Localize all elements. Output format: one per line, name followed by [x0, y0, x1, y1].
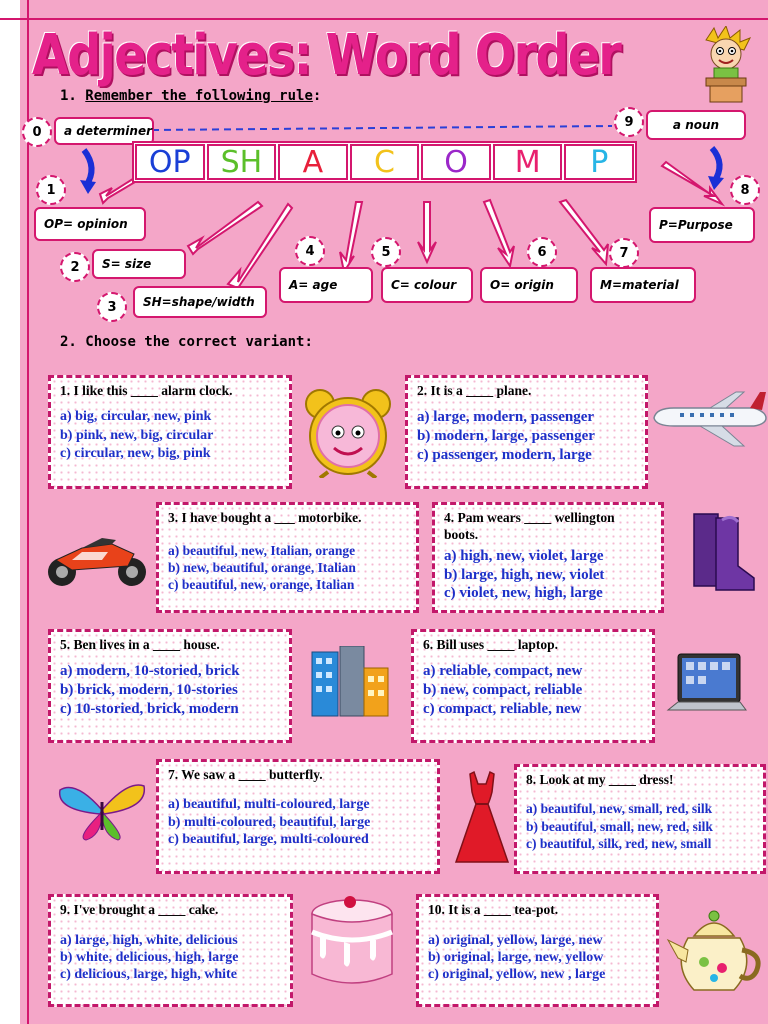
rule-num-5: 5 [371, 237, 401, 267]
mascot-cartoon-icon [696, 26, 756, 104]
question-2-card [405, 375, 648, 489]
question-9-option-a[interactable]: a) large, high, white, delicious [60, 933, 238, 948]
question-7-text: 7. We saw a ____ butterfly. [168, 767, 323, 782]
airplane-icon [650, 388, 768, 448]
acronym-letter-m [493, 144, 563, 180]
acronym-letter-o [421, 144, 491, 180]
question-2-option-b[interactable]: b) modern, large, passenger [417, 428, 595, 444]
question-9-option-b[interactable]: b) white, delicious, high, large [60, 950, 239, 965]
question-8-option-a[interactable]: a) beautiful, new, small, red, silk [526, 801, 713, 816]
question-4-option-c[interactable]: c) violet, new, high, large [444, 585, 603, 601]
question-2-text: 2. It is a ____ plane. [417, 383, 532, 398]
buildings-icon [308, 646, 392, 718]
rule-num-1: 1 [36, 175, 66, 205]
butterfly-icon [56, 780, 148, 842]
label-opinion: OP= opinion [34, 207, 146, 241]
rule-num-0: 0 [22, 117, 52, 147]
question-10-option-b[interactable]: b) original, large, new, yellow [428, 950, 604, 965]
question-10-text: 10. It is a ____ tea-pot. [428, 902, 559, 917]
rule-num-9: 9 [614, 107, 644, 137]
section2-colon: : [304, 334, 313, 350]
question-9-text: 9. I've brought a ____ cake. [60, 902, 219, 917]
laptop-icon [666, 652, 748, 720]
label-shape: SH=shape/width [133, 286, 267, 318]
question-8-text: 8. Look at my ____ dress! [526, 772, 674, 787]
rule-num-6: 6 [527, 237, 557, 267]
alarm-clock-icon [298, 386, 398, 478]
acronym-box [132, 141, 637, 183]
rule-num-2: 2 [60, 252, 90, 282]
section2-number: 2. [60, 334, 77, 350]
question-3-text: 3. I have bought a ___ motorbike. [168, 510, 362, 525]
question-6-text: 6. Bill uses ____ laptop. [423, 637, 559, 652]
label-size: S= size [92, 249, 186, 279]
question-1-option-c[interactable]: c) circular, new, big, pink [60, 446, 211, 461]
label-determiner: a determiner [54, 117, 154, 145]
question-5-option-a[interactable]: a) modern, 10-storied, brick [60, 663, 240, 679]
acronym-c: C [374, 144, 395, 180]
page-title: Adjectives: Word Order [32, 23, 621, 88]
motorbike-icon [42, 530, 152, 590]
section1-colon: : [312, 88, 322, 104]
acronym-o: O [444, 144, 468, 180]
label-noun: a noun [646, 110, 746, 140]
question-5-option-b[interactable]: b) brick, modern, 10-stories [60, 682, 238, 698]
question-3-option-b[interactable]: b) new, beautiful, orange, Italian [168, 560, 356, 575]
section1-text: Remember the following rule [85, 88, 313, 104]
question-1-text: 1. I like this ____ alarm clock. [60, 383, 233, 398]
red-dress-icon [452, 770, 512, 866]
question-3-card [156, 502, 419, 613]
question-9-card [48, 894, 293, 1007]
acronym-sh: SH [220, 144, 263, 180]
acronym-letter-op [135, 144, 205, 180]
teapot-icon [664, 906, 766, 998]
acronym-letter-p [564, 144, 634, 180]
top-band [0, 0, 768, 18]
label-material: M=material [590, 267, 696, 303]
acronym-letter-sh [207, 144, 277, 180]
question-8-card [514, 764, 766, 874]
label-origin: O= origin [480, 267, 578, 303]
rule-num-3: 3 [97, 292, 127, 322]
rule-num-8: 8 [730, 175, 760, 205]
question-7-option-a[interactable]: a) beautiful, multi-coloured, large [168, 797, 370, 812]
question-4-card [432, 502, 664, 613]
boots-icon [688, 510, 762, 594]
question-1-option-a[interactable]: a) big, circular, new, pink [60, 409, 212, 424]
section1-heading [60, 88, 321, 104]
question-6-option-c[interactable]: c) compact, reliable, new [423, 701, 582, 717]
question-10-option-c[interactable]: c) original, yellow, new , large [428, 967, 606, 982]
section2-text: Choose the correct variant [85, 334, 305, 350]
acronym-m: M [514, 144, 541, 180]
question-3-option-a[interactable]: a) beautiful, new, Italian, orange [168, 543, 356, 558]
question-6-card [411, 629, 655, 743]
label-age: A= age [279, 267, 373, 303]
rule-num-7: 7 [609, 238, 639, 268]
question-7-option-b[interactable]: b) multi-coloured, beautiful, large [168, 814, 371, 830]
question-1-option-b[interactable]: b) pink, new, big, circular [60, 427, 214, 443]
acronym-a: A [302, 144, 324, 180]
question-3-option-c[interactable]: c) beautiful, new, orange, Italian [168, 577, 355, 592]
rule-num-4: 4 [295, 236, 325, 266]
question-5-card [48, 629, 292, 743]
acronym-p: P [590, 144, 609, 180]
question-4-option-b[interactable]: b) large, high, new, violet [444, 566, 605, 583]
label-colour: C= colour [381, 267, 473, 303]
section1-number: 1. [60, 88, 77, 104]
question-2-option-a[interactable]: a) large, modern, passenger [417, 409, 595, 425]
question-7-card [156, 759, 440, 874]
question-2-option-c[interactable]: c) passenger, modern, large [417, 447, 592, 463]
acronym-letter-c [350, 144, 420, 180]
question-1-card [48, 375, 292, 489]
question-8-option-b[interactable]: b) beautiful, small, new, red, silk [526, 818, 713, 834]
cake-icon [300, 892, 406, 996]
acronym-op: OP [148, 144, 191, 180]
question-5-option-c[interactable]: c) 10-storied, brick, modern [60, 701, 239, 717]
section2-heading [60, 334, 313, 350]
question-4-text: 4. Pam wears ____ wellington boots. [444, 510, 615, 542]
question-7-option-c[interactable]: c) beautiful, large, multi-coloured [168, 832, 369, 847]
question-10-card [416, 894, 659, 1007]
question-4-option-a[interactable]: a) high, new, violet, large [444, 548, 604, 564]
question-8-option-c[interactable]: c) beautiful, silk, red, new, small [526, 836, 712, 851]
label-purpose: P=Purpose [649, 207, 755, 243]
acronym-letter-a [278, 144, 348, 180]
question-10-option-a[interactable]: a) original, yellow, large, new [428, 933, 603, 948]
question-6-option-a[interactable]: a) reliable, compact, new [423, 663, 583, 679]
question-6-option-b[interactable]: b) new, compact, reliable [423, 682, 583, 698]
question-9-option-c[interactable]: c) delicious, large, high, white [60, 967, 237, 982]
question-5-text: 5. Ben lives in a ____ house. [60, 637, 220, 652]
